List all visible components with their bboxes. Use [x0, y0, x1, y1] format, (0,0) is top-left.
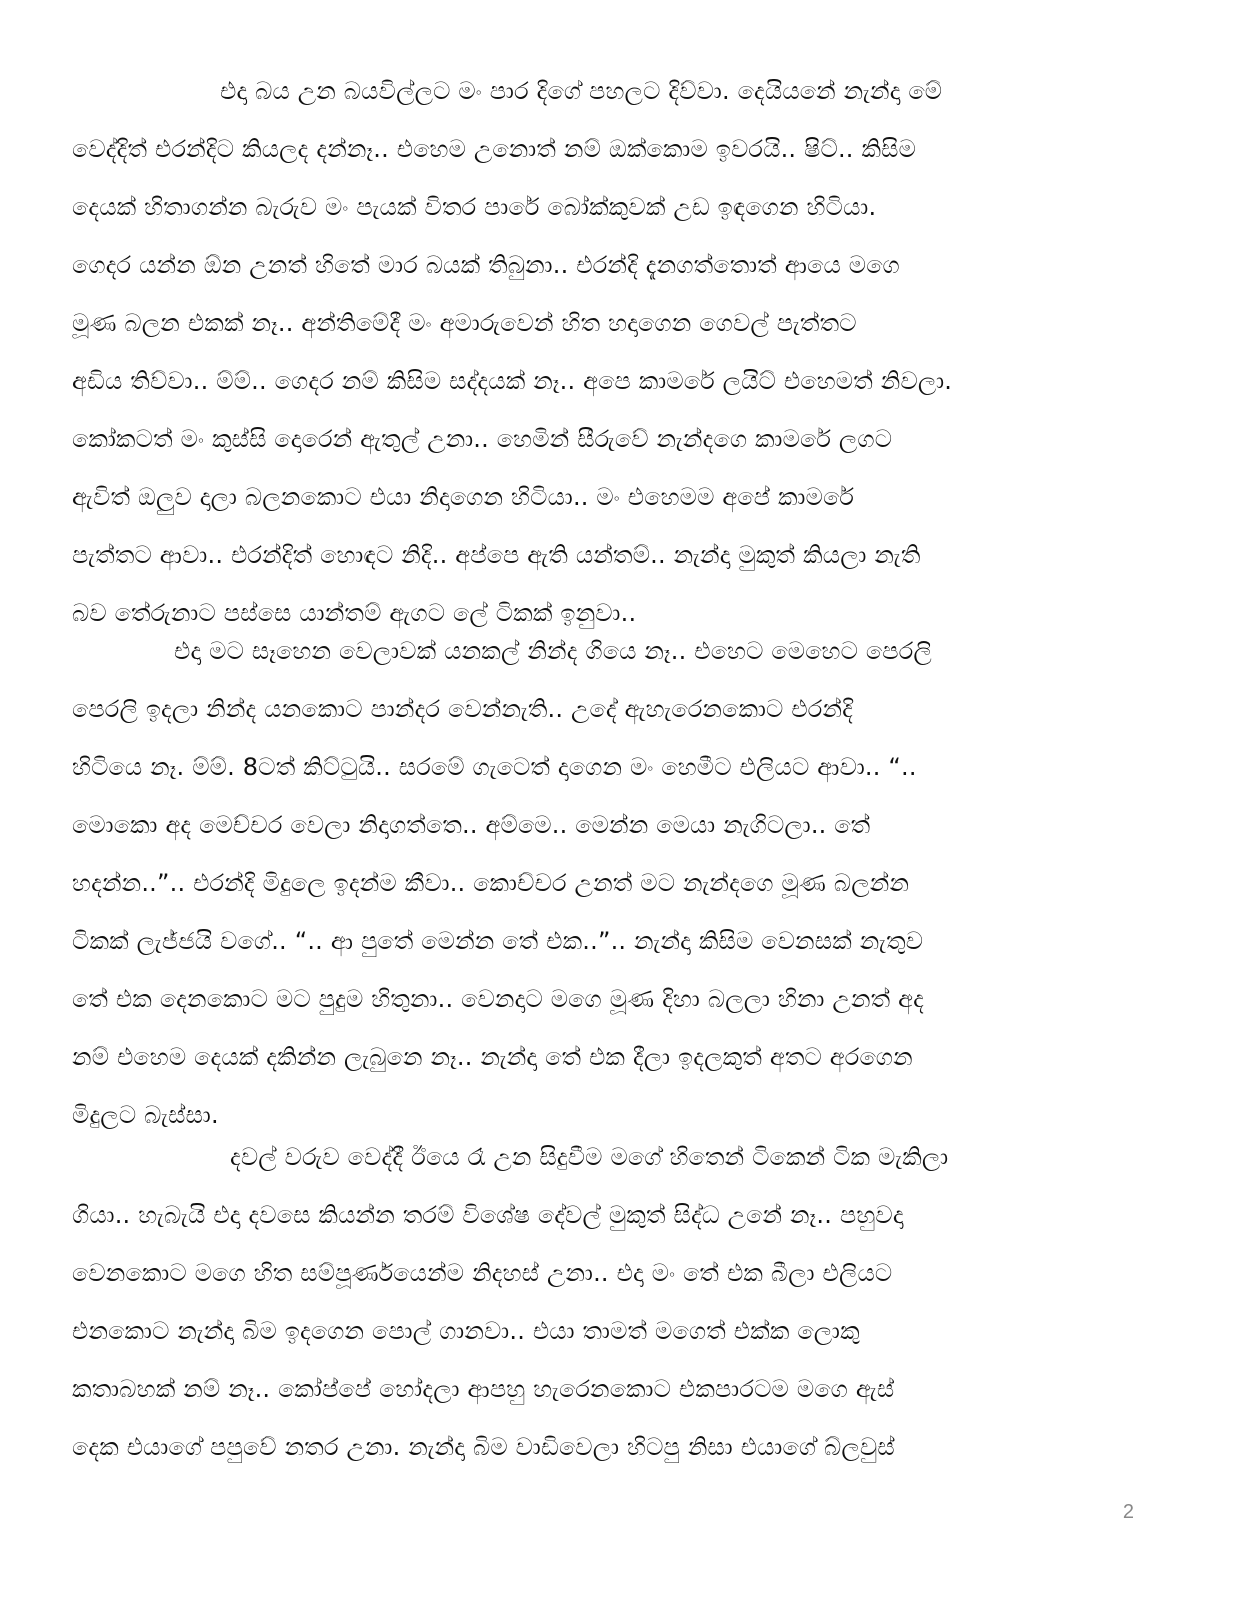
paragraph-line: පෙරලි ඉදලා නින්ද යනකොට පාන්දර වෙන්නැති.. උදේ ඇහැරෙනකොට එරන්දි — [72, 695, 854, 723]
paragraph-2 — [72, 622, 1164, 1144]
paragraph-line: එදා මට සෑහෙන වෙලාවක් යනකල් නින්ද ගියෙ නෑ.. එහෙට මෙහෙට පෙරලි — [174, 637, 932, 665]
paragraph-line: හිටියෙ නෑ. ම්ම්. 8ටත් කිට්ටුයි.. සරමේ ගැටෙත් දාගෙන මං හෙමීට එලියට ආවා.. “.. — [72, 753, 917, 781]
paragraph-line: හදන්න..”.. එරන්දි මිදුලෙ ඉදන්ම කීවා.. කොච්චර උනත් මට නැන්දගෙ මූණ බලන්න — [72, 869, 910, 897]
paragraph-line: අඩිය තිව්වා.. ම්ම්.. ගෙදර නම් කිසිම සද්දයක් නෑ.. අපෙ කාමරේ ලයිට් එහෙමත් නිවලා. — [72, 367, 953, 395]
paragraph-line: ගෙදර යන්න ඕන උනත් හිතේ මාර බයක් තිබුනා.. එරන්දි දැනගත්තොත් ආයෙ මගෙ — [72, 251, 900, 279]
paragraph-line: එනකොට නැන්දා බිම ඉදගෙන පොල් ගානවා.. එයා තාමත් මගෙත් එක්ක ලොකු — [72, 1317, 860, 1345]
page-number: 2 — [1122, 1501, 1134, 1523]
paragraph-line: වෙද්දිත් එරන්දිට කියලද දන්නෑ.. එහෙම උනොත් නම් ඔක්කොම ඉවරයි.. ෂිට්.. කිසිම — [72, 135, 917, 163]
paragraph-line: බව තේරුනාට පස්සෙ යාන්තම් ඇගට ලේ ටිකක් ඉනුවා.. — [72, 599, 637, 627]
paragraph-line: මූණ බලන එකක් නෑ.. අන්තිමේදී මං අමාරුවෙන් හිත හදාගෙන ගෙවල් පැත්තට — [72, 309, 857, 337]
paragraph-line: තේ එක දෙනකොට මට පුදුම හිතුනා.. වෙනදාට මගෙ මූණ දිහා බලලා හිනා උනත් අද — [72, 985, 924, 1013]
paragraph-line: නම් එහෙම දෙයක් දකින්න ලැබුනෙ නෑ.. නැන්දා තේ එක දීලා ඉදලකුත් අතට අරගෙන — [72, 1043, 913, 1071]
paragraph-line: දෙක එයාගේ පපුවේ නතර උනා. නැන්දා බිම වාඩිවෙලා හිටපු නිසා එයාගේ බ්ලවුස් — [72, 1433, 895, 1461]
paragraph-line: කෝකටත් මං කුස්සි දොරෙන් ඇතුල් උනා.. හෙමින් සීරුවේ නැන්දගෙ කාමරේ ලගට — [72, 425, 893, 453]
paragraph-line: එදා බය උන බයවිල්ලට මං පාර දිගේ පහලට දිව්වා. දෙයියනේ නැන්දා මේ — [220, 77, 943, 105]
paragraph-line: ගියා.. හැබැයි එදා දවසෙ කියන්න තරම් විශේෂ දේවල් මුකුත් සිද්ධ උනේ නෑ.. පහුවදා — [72, 1201, 904, 1229]
paragraph-line: වෙනකොට මගෙ හිත සම්පූර්ණයෙන්ම නිදහස් උනා.. එදා මං තේ එක බීලා එලියට — [72, 1259, 893, 1287]
paragraph-3 — [72, 1128, 1164, 1476]
paragraph-line: දවල් වරුව වෙද්දී ඊයෙ රෑ උන සිදුවීම මගේ හිතෙන් ටිකෙන් ටික මැකිලා — [230, 1143, 949, 1171]
paragraph-1 — [72, 62, 1164, 642]
paragraph-line: ඇවිත් ඔලුව දාලා බලනකොට එයා නිදාගෙන හිටියා.. මං එහෙමම අපේ කාමරේ — [72, 483, 855, 511]
paragraph-line: මොකො අද මෙච්චර වෙලා නිදාගත්තෙ.. අම්මෙ.. මෙන්න මෙයා නැගිටලා.. තේ — [72, 811, 871, 839]
paragraph-line: පැත්තට ආවා.. එරන්දිත් හොඳට නිදි.. අප්පෙ ඇති යන්තම්.. නැන්දා මුකුත් කියලා නැති — [72, 541, 921, 569]
paragraph-line: මිදුලට බැස්සා. — [72, 1101, 219, 1129]
paragraph-line: ටිකක් ලැජ්ජයි වගේ.. “.. ආ පුතේ මෙන්න තේ එක..”.. නැන්දා කිසිම වෙනසක් නැතුව — [72, 927, 924, 955]
paragraph-line: කතාබහක් නම් නෑ.. කෝප්පේ හෝදලා ආපහු හැරෙනකොට එකපාරටම මගෙ ඇස් — [72, 1375, 895, 1403]
paragraph-line: දෙයක් හිතාගන්න බැරුව මං පැයක් විතර පාරේ බෝක්කුවක් උඩ ඉඳගෙන හිටියා. — [72, 193, 877, 221]
